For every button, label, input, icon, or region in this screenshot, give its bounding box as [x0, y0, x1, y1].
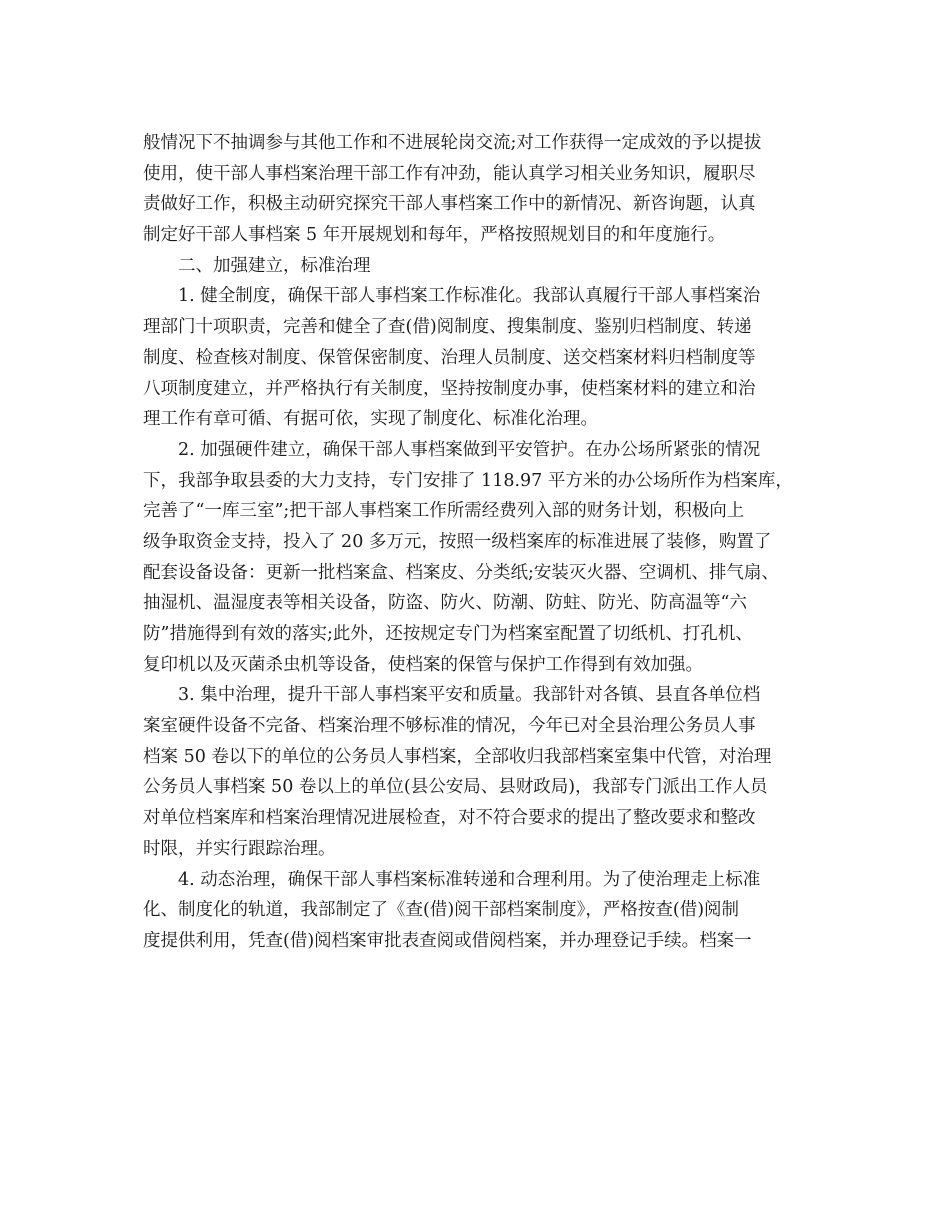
text-line: 案室硬件设备不完备、档案治理不够标准的情况，今年已对全县治理公务员人事 [143, 716, 756, 737]
paragraph-first-line: 1. 健全制度，确保干部人事档案工作标准化。我部认真履行干部人事档案治 [178, 286, 761, 307]
text-line: 制度、检查核对制度、保管保密制度、治理人员制度、送交档案材料归档制度等 [143, 347, 756, 368]
paragraph-first-line: 二、加强建立，标准治理 [178, 255, 371, 276]
paragraph-first-line: 4. 动态治理，确保干部人事档案标准转递和合理利用。为了使治理走上标准 [178, 869, 761, 890]
text-line: 使用，使干部人事档案治理干部工作有冲劲，能认真学习相关业务知识，履职尽 [143, 163, 756, 184]
text-line: 制定好干部人事档案 5 年开展规划和每年，严格按照规划目的和年度施行。 [143, 225, 726, 246]
text-line: 化、制度化的轨道，我部制定了《查(借)阅干部档案制度》，严格按查(借)阅制 [143, 900, 740, 921]
text-line: 理工作有章可循、有据可依，实现了制度化、标准化治理。 [143, 409, 598, 430]
text-line: 下，我部争取县委的大力支持，专门安排了 118.97 平方米的办公场所作为档案库， [143, 470, 793, 491]
text-line: 级争取资金支持，投入了 20 多万元，按照一级档案库的标准进展了装修，购置了 [143, 531, 772, 552]
document-body [143, 128, 815, 957]
text-line: 理部门十项职责，完善和健全了查(借)阅制度、搜集制度、鉴别归档制度、转递 [143, 317, 752, 338]
text-line: 般情况下不抽调参与其他工作和不进展轮岗交流;对工作获得一定成效的予以提拔 [143, 133, 762, 153]
text-line: 公务员人事档案 50 卷以上的单位(县公安局、县财政局)，我部专门派出工作人员 [143, 777, 768, 798]
text-line: 复印机以及灭菌杀虫机等设备，使档案的保管与保护工作得到有效加强。 [143, 654, 703, 675]
text-line: 档案 50 卷以下的单位的公务员人事档案，全部收归我部档案室集中代管，对治理 [143, 746, 772, 767]
paragraph-first-line: 3. 集中治理，提升干部人事档案平安和质量。我部针对各镇、县直各单位档 [178, 685, 761, 706]
text-line: 配套设备设备：更新一批档案盒、档案皮、分类纸;安装灭火器、空调机、排气扇、 [143, 562, 779, 583]
text-line: 度提供利用，凭查(借)阅档案审批表查阅或借阅档案，并办理登记手续。档案一 [143, 930, 752, 951]
text-line: 对单位档案库和档案治理情况进展检查，对不符合要求的提出了整改要求和整改 [143, 808, 756, 829]
text-line: 防”措施得到有效的落实;此外，还按规定专门为档案室配置了切纸机、打孔机、 [143, 624, 753, 644]
text-line: 时限，并实行跟踪治理。 [143, 838, 336, 859]
text-line: 完善了“一库三室”;把干部人事档案工作所需经费列入部的财务计划，积极向上 [143, 501, 745, 522]
text-line: 抽湿机、温湿度表等相关设备，防盗、防火、防潮、防蛀、防光、防高温等“六 [143, 593, 747, 614]
text-line: 八项制度建立，并严格执行有关制度，坚持按制度办事，使档案材料的建立和治 [143, 378, 756, 399]
text-line: 责做好工作，积极主动研究探究干部人事档案工作中的新情况、新咨询题，认真 [143, 194, 756, 215]
paragraph-first-line: 2. 加强硬件建立，确保干部人事档案做到平安管护。在办公场所紧张的情况 [178, 439, 761, 460]
